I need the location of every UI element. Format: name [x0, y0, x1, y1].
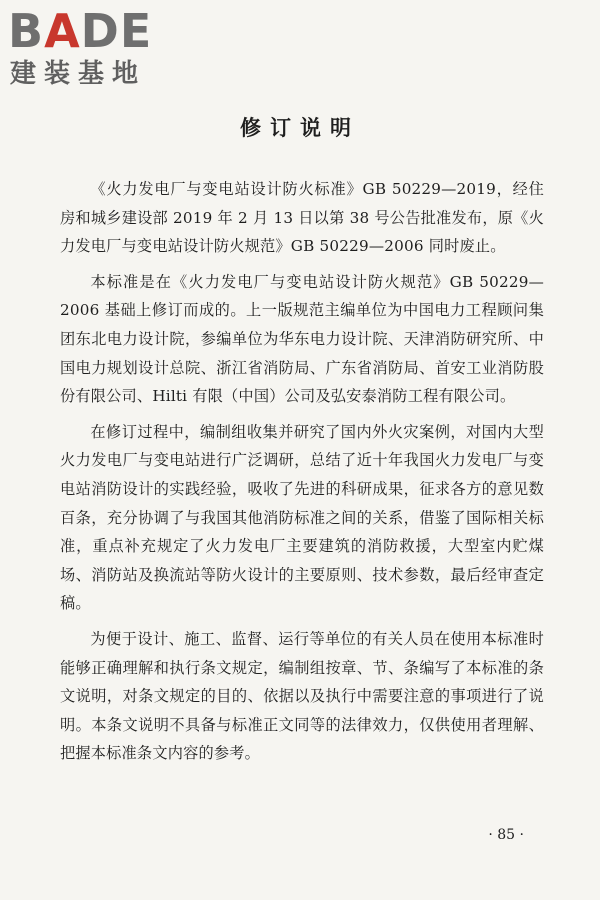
brand-logo [8, 4, 178, 94]
brand-logo-letter-prefix: B [8, 4, 45, 58]
paragraph-2: 本标准是在《火力发电厂与变电站设计防火规范》GB 50229—2006 基础上修订而成的。上一版规范主编单位为中国电力工程顾问集团东北电力设计院，参编单位为华东电力设计院、天津消防研究所、中国电力规划设计总院、浙江省消防局、广东省消防局、首安工业消防股份有限公司、Hilti 有限（中国）公司及弘安泰消防工程有限公司。 [60, 272, 544, 406]
brand-logo-letter-accent: A [44, 4, 81, 58]
paragraph-1: 《火力发电厂与变电站设计防火标准》GB 50229—2019，经住房和城乡建设部 2019 年 2 月 13 日以第 38 号公告批准发布，原《火力发电厂与变电站设计防火规范》GB 50229—2006 同时废止。 [60, 180, 544, 256]
paragraph-3: 在修订过程中，编制组收集并研究了国内外火灾案例，对国内大型火力发电厂与变电站进行广泛调研，总结了近十年我国火力发电厂与变电站消防设计的实践经验，吸收了先进的科研成果，征求各方的意见数百条，充分协调了与我国其他消防标准之间的关系，借鉴了国际相关标准，重点补充规定了火力发电厂主要建筑的消防救援，大型室内贮煤场、消防站及换流站等防火设计的主要原则、技术参数，最后经审查定稿。 [60, 422, 544, 613]
page-number: · 85 · [488, 827, 524, 843]
body-text [60, 175, 544, 775]
brand-logo-latin [8, 4, 152, 58]
paragraph-4: 为便于设计、施工、监督、运行等单位的有关人员在使用本标准时能够正确理解和执行条文规定，编制组按章、节、条编写了本标准的条文说明，对条文规定的目的、依据以及执行中需要注意的事项进行了说明。本条文说明不具备与标准正文同等的法律效力，仅供使用者理解、把握本标准条文内容的参考。 [60, 629, 544, 763]
brand-logo-chinese: 建装基地 [10, 59, 147, 89]
page-title: 修订说明 [240, 116, 360, 140]
brand-logo-letter-suffix: DE [80, 4, 153, 58]
